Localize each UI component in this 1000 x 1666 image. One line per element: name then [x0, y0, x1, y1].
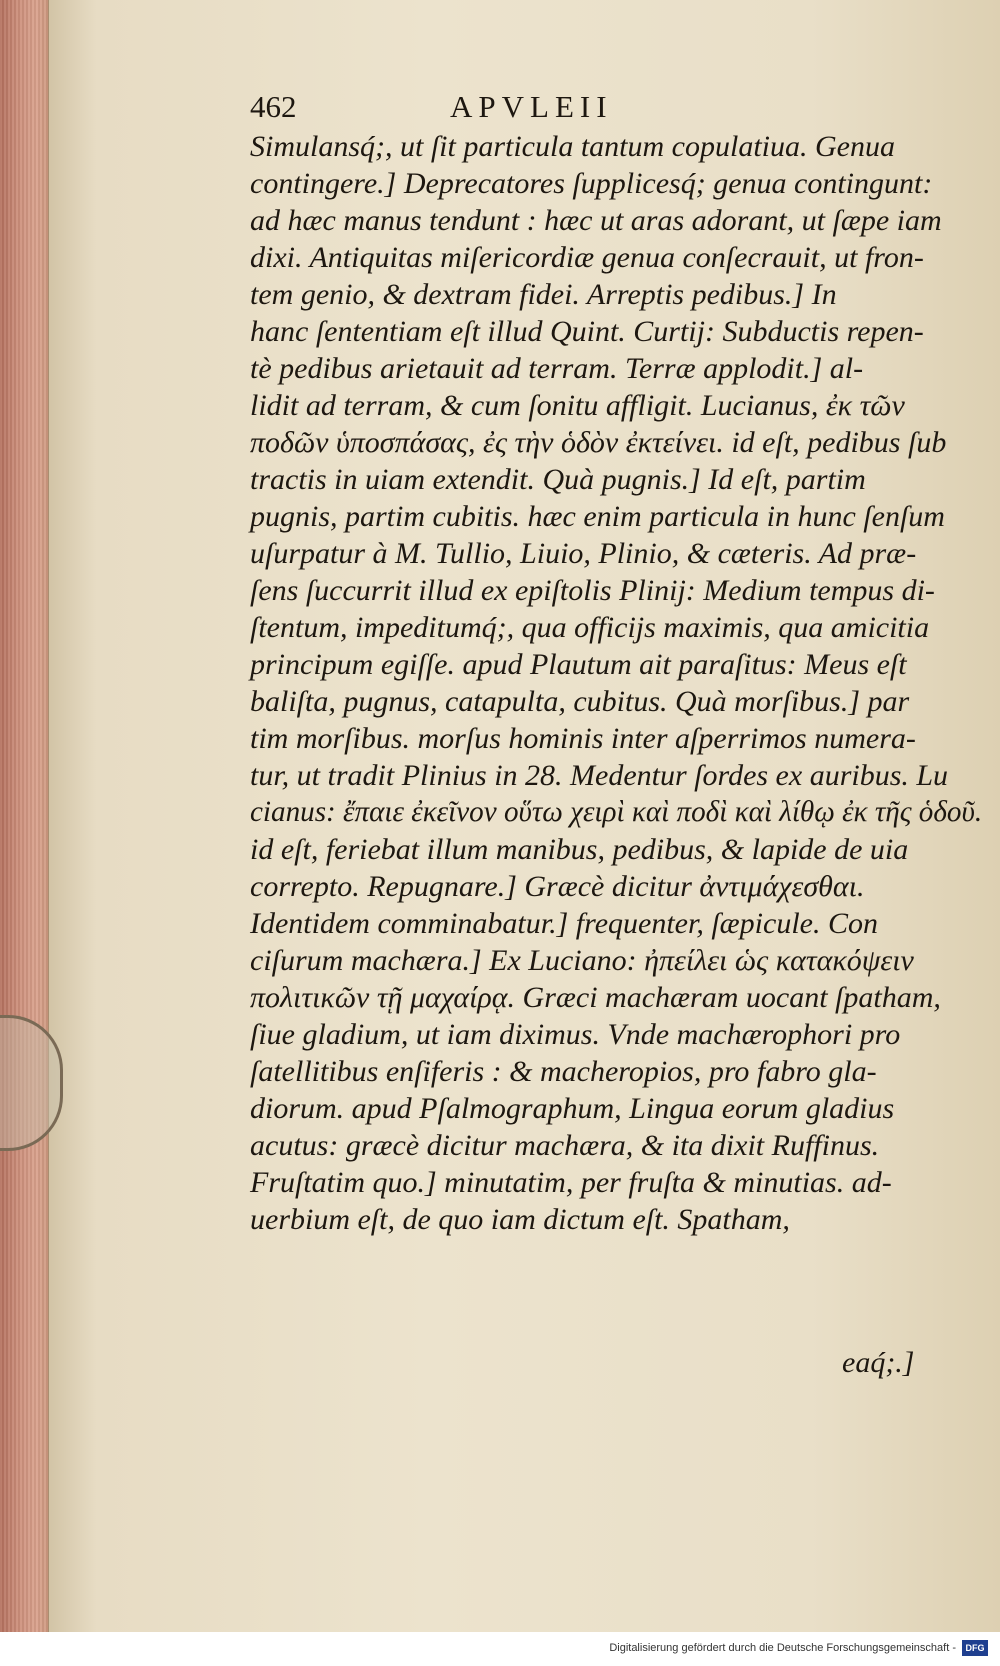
text-line: baliſta, pugnus, catapulta, cubitus. Quà morſibus.] par [250, 685, 910, 718]
dfg-logo: DFG [962, 1640, 988, 1656]
text-line: hanc ſententiam eſt illud Quint. Curtij: Subductis repen- [250, 315, 924, 348]
running-head [250, 88, 990, 128]
text-line: ſatellitibus enſiferis : & macheropios, pro fabro gla- [250, 1055, 877, 1088]
text-line: dixi. Antiquitas miſericordiæ genua conſecrauit, ut fron- [250, 241, 924, 274]
text-line: principum egiſſe. apud Plautum ait paraſitus: Meus eſt [250, 648, 907, 681]
text-line: diorum. apud Pſalmographum, Lingua eorum gladius [250, 1092, 895, 1125]
page-edge-stack [0, 0, 52, 1632]
text-line: lidit ad terram, & cum ſonitu affligit. Lucianus, ἐκ τῶν [250, 389, 905, 422]
text-line: pugnis, partim cubitis. hæc enim particula in hunc ſenſum [250, 500, 945, 533]
text-line: tim morſibus. morſus hominis inter aſperrimos numera- [250, 722, 916, 755]
text-line: Fruſtatim quo.] minutatim, per fruſta & minutias. ad- [250, 1166, 892, 1199]
page-number: 462 [250, 89, 297, 124]
text-block [250, 88, 990, 1238]
text-line: ciſurum machæra.] Ex Luciano: ἠπείλει ὡς κατακόψειν [250, 944, 914, 977]
text-line: ſens ſuccurrit illud ex epiſtolis Plinij: Medium tempus di- [250, 574, 935, 607]
running-title: APVLEII [450, 89, 613, 124]
text-line: ſiue gladium, ut iam diximus. Vnde machærophori pro [250, 1018, 901, 1051]
text-line: correpto. Repugnare.] Græcè dicitur ἀντιμάχεσθαι. [250, 870, 865, 903]
text-line: ποδῶν ὑποσπάσας, ἐς τὴν ὁδὸν ἐκτείνει. id eſt, pedibus ſub [250, 426, 947, 459]
catchword: eaq́;.] [842, 1346, 915, 1379]
body-text [250, 128, 990, 1238]
text-line: tè pedibus arietauit ad terram. Terræ applodit.] al- [250, 352, 864, 385]
text-line: ſtentum, impeditumq́;, qua officijs maximis, qua amicitia [250, 611, 930, 644]
funding-credit: Digitalisierung gefördert durch die Deutsche Forschungsgemeinschaft - [609, 1642, 956, 1654]
text-line: acutus: græcè dicitur machæra, & ita dixit Ruffinus. [250, 1129, 880, 1162]
text-line: tur, ut tradit Plinius in 28. Medentur ſordes ex auribus. Lu [250, 759, 949, 792]
text-line: Identidem comminabatur.] frequenter, ſæpicule. Con [250, 907, 878, 940]
text-line: Simulansq́;, ut ſit particula tantum copulatiua. Genua [250, 130, 895, 163]
text-line: cianus: ἔπαιε ἐκεῖνον οὕτω χειρὶ καὶ ποδὶ καὶ λίθῳ ἐκ τῆς ὁδοῦ. [250, 796, 983, 828]
digitization-footer [0, 1632, 1000, 1666]
text-line: tem genio, & dextram fidei. Arreptis pedibus.] In [250, 278, 837, 311]
text-line: contingere.] Deprecatores ſupplicesq́; genua contingunt: [250, 167, 933, 200]
text-line: ad hæc manus tendunt : hæc ut aras adorant, ut ſæpe iam [250, 204, 942, 237]
text-line: πολιτικῶν τῇ μαχαίρᾳ. Græci machæram uocant ſpatham, [250, 981, 941, 1014]
text-line: tractis in uiam extendit. Quà pugnis.] Id eſt, partim [250, 463, 866, 496]
text-line: uſurpatur à M. Tullio, Liuio, Plinio, & cæteris. Ad præ- [250, 537, 917, 570]
text-line: id eſt, feriebat illum manibus, pedibus, & lapide de uia [250, 833, 909, 866]
text-line: uerbium eſt, de quo iam dictum eſt. Spatham, [250, 1203, 790, 1236]
